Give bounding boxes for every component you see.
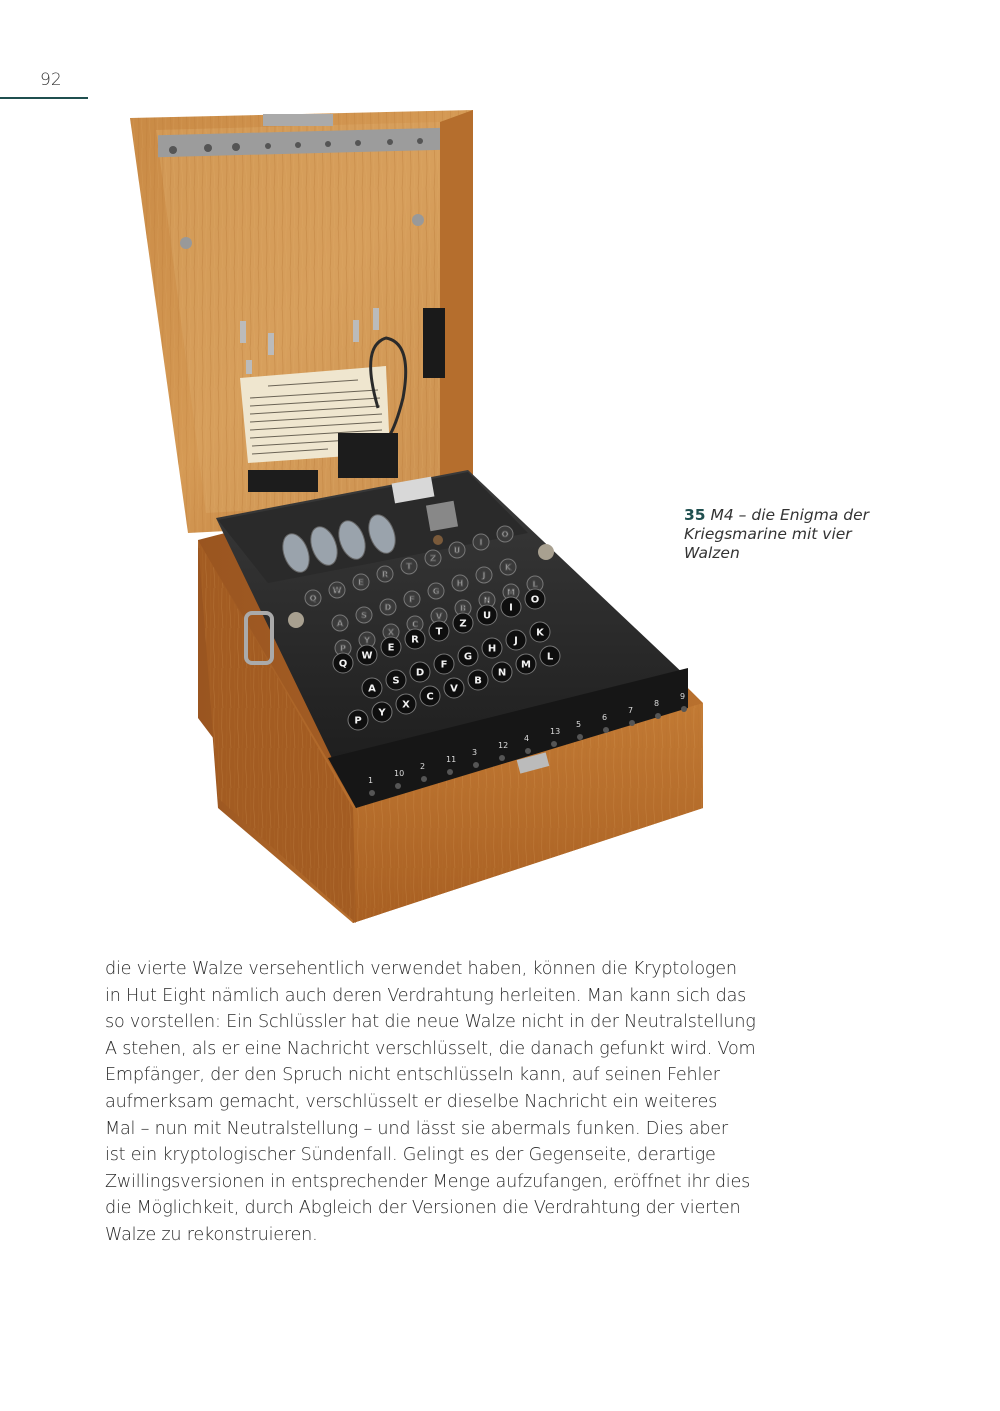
key-label: B: [474, 675, 482, 687]
lamp-label: G: [432, 586, 440, 596]
text-line: Walze zu rekonstruieren.: [105, 1224, 318, 1245]
text-line: Zwillingsversionen in entsprechender Menge aufzufangen, eröffnet ihr dies: [105, 1171, 751, 1192]
lamp-label: C: [412, 619, 418, 629]
plug-socket: [681, 706, 687, 712]
lamp-label: Y: [364, 635, 370, 645]
lamp-label: N: [483, 595, 491, 605]
key-label: X: [402, 699, 410, 711]
plug-number: 7: [628, 706, 634, 715]
lamp-label: F: [409, 594, 415, 604]
caption-line: M4 – die Enigma der: [710, 506, 869, 524]
plug-socket: [551, 741, 557, 747]
lamp-label: X: [387, 627, 395, 637]
plug-number: 4: [524, 734, 530, 743]
key-label: G: [463, 651, 473, 663]
lamp-label: M: [507, 587, 515, 597]
key-label: Q: [338, 658, 348, 670]
lamp-label: R: [381, 569, 389, 579]
plug-number: 11: [446, 755, 457, 764]
key-label: S: [392, 675, 400, 687]
plug-number: 9: [680, 692, 686, 701]
text-line: ist ein kryptologischer Sündenfall. Gelingt es der Gegenseite, derartige: [105, 1145, 716, 1166]
lamp-label: W: [332, 585, 342, 595]
lamp-label: Q: [309, 593, 317, 603]
plug-number: 13: [550, 727, 561, 736]
key-label: E: [387, 642, 395, 654]
page-header-rule: [0, 97, 88, 99]
key-label: J: [514, 635, 518, 647]
wooden-lid: [130, 110, 473, 533]
key-label: P: [354, 715, 362, 727]
lamp-label: D: [384, 602, 392, 612]
key-label: R: [411, 634, 419, 646]
lamp-label: T: [406, 561, 412, 571]
plug-number: 5: [576, 720, 582, 729]
key-label: D: [415, 667, 425, 679]
key-label: O: [530, 594, 540, 606]
lamp-label: V: [435, 611, 443, 621]
lamp-label: I: [479, 537, 483, 547]
text-line: die Möglichkeit, durch Abgleich der Versionen die Verdrahtung der vierten: [105, 1198, 741, 1219]
lamp-label: J: [482, 570, 486, 580]
plug-number: 2: [420, 762, 426, 771]
key-label: I: [509, 602, 513, 614]
key-label: A: [368, 683, 376, 695]
plug-socket: [655, 713, 661, 719]
caption-line: Kriegsmarine mit vier: [684, 525, 852, 543]
key-label: V: [450, 683, 458, 695]
key-label: M: [521, 659, 531, 671]
key-label: Z: [459, 618, 467, 630]
plug-socket: [447, 769, 453, 775]
lamp-label: A: [336, 618, 344, 628]
plug-socket: [603, 727, 609, 733]
figure-number: 35: [684, 506, 706, 524]
key-label: K: [536, 627, 544, 639]
lamp-label: O: [501, 529, 509, 539]
text-line: Mal – nun mit Neutralstellung – und lässt sie abermals funken. Dies aber: [105, 1118, 728, 1139]
lamp-label: Z: [430, 553, 436, 563]
page-number: 92: [40, 70, 62, 90]
plug-socket: [395, 783, 401, 789]
plug-number: 10: [394, 769, 405, 778]
plug-number: 1: [368, 776, 374, 785]
plug-socket: [525, 748, 531, 754]
key-label: U: [482, 610, 492, 622]
lamp-label: U: [453, 545, 461, 555]
plug-number: 12: [498, 741, 509, 750]
plug-socket: [577, 734, 583, 740]
key-label: L: [546, 651, 554, 663]
plug-socket: [369, 790, 375, 796]
plug-socket: [421, 776, 427, 782]
key-label: C: [426, 691, 434, 703]
plug-number: 8: [654, 699, 660, 708]
key-label: F: [440, 659, 448, 671]
text-line: A stehen, als er eine Nachricht verschlüsselt, die danach gefunkt wird. Vom: [105, 1038, 756, 1059]
plug-number: 3: [472, 748, 478, 757]
plug-number: 6: [602, 713, 608, 722]
lamp-label: P: [340, 643, 346, 653]
lamp-label: S: [361, 610, 367, 620]
text-line: in Hut Eight nämlich auch deren Verdrahtung herleiten. Man kann sich das: [105, 985, 747, 1006]
text-line: Empfänger, der den Spruch nicht entschlüsseln kann, auf seinen Fehler: [105, 1065, 720, 1086]
plug-socket: [629, 720, 635, 726]
lamp-label: L: [532, 579, 538, 589]
figure-caption: [684, 506, 884, 563]
text-line: aufmerksam gemacht, verschlüsselt er dieselbe Nachricht ein weiteres: [105, 1091, 718, 1112]
text-line: die vierte Walze versehentlich verwendet haben, können die Kryptologen: [105, 959, 737, 979]
key-label: Y: [378, 707, 386, 719]
key-label: H: [487, 643, 497, 655]
text-line: so vorstellen: Ein Schlüssler hat die neue Walze nicht in der Neutralstellung: [105, 1012, 756, 1033]
lamp-label: K: [504, 562, 512, 572]
lamp-label: H: [456, 578, 464, 588]
plug-socket: [499, 755, 505, 761]
plug-socket: [473, 762, 479, 768]
key-label: N: [497, 667, 507, 679]
lamp-label: B: [459, 603, 467, 613]
body-paragraph: [105, 956, 785, 1249]
key-label: T: [435, 626, 443, 638]
key-label: W: [361, 650, 373, 662]
lamp-label: E: [358, 577, 364, 587]
caption-line: Walzen: [684, 544, 740, 562]
enigma-machine-photo: [128, 108, 706, 930]
